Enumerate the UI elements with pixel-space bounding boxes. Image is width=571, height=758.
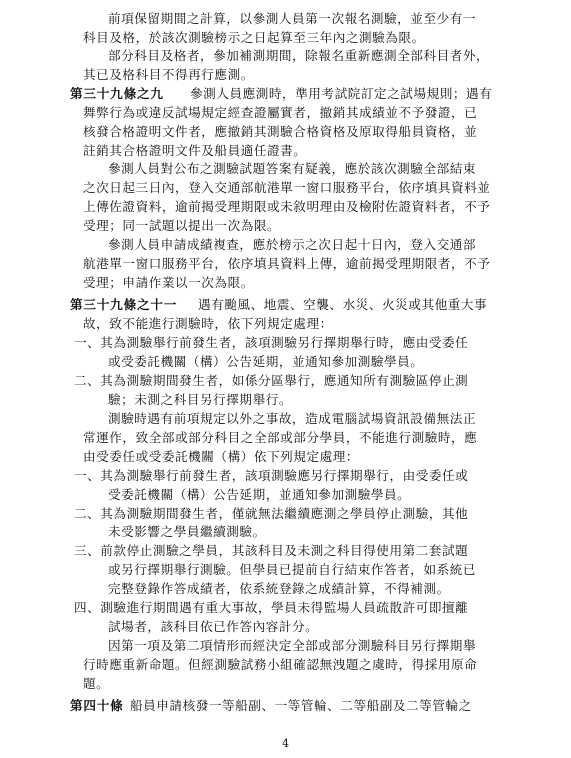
list-item: 四、測驗進行期間遇有重大事故，學員未得監場人員疏散許可即擅離 [74, 600, 469, 616]
text-line: 船員申請核發一等船副、一等管輪、二等船副及二等管輪之 [130, 698, 472, 713]
text-line: 受理；申請作業以一次為限。 [83, 275, 254, 290]
list-item: 二、其為測驗期間發生者，僅就無法繼續應測之學員停止測驗，其他 [74, 505, 469, 521]
text-line: 由受委任或受委託機關（構）依下列規定處理： [83, 448, 360, 464]
text-line: 遇有颱風、地震、空襲、水災、火災或其他重大事 [198, 296, 488, 312]
text-line: 完整登錄作答成績者，依系統登錄之成績計算，不得補測。 [108, 581, 450, 597]
text-line: 故，致不能進行測驗時，依下列規定處理： [83, 315, 333, 331]
article-heading: 第三十九條之十一 [70, 296, 178, 312]
text-line: 其已及格科目不得再行應測。 [83, 67, 254, 82]
text-line: 測驗時遇有前項規定以外之事故，造成電腦試場資訊設備無法正 [108, 410, 477, 426]
text-line: 行時應重新命題。但經測驗試務小組確認無洩題之虞時，得採用原命 [83, 657, 478, 673]
text-line: 航港單一窗口服務平台，依序填具資料上傳，逾前揭受理期限者，不予 [83, 256, 491, 271]
text-line: 核發合格證明文件者，應撤銷其測驗合格資格及原取得船員資格，並 [83, 124, 478, 139]
text-line: 前項保留期間之計算，以參測人員第一次報名測驗，並至少有一 [108, 11, 477, 26]
text-line: 受委託機關（構）公告延期，並通知參加測驗學員。 [108, 486, 411, 502]
text-line: 試場者，該科目依已作答內容計分。 [108, 619, 319, 635]
article-heading: 第三十九條之九 [70, 86, 164, 101]
text-line: 參測人員對公布之測驗試題答案有疑義，應於該次測驗全部結束 [108, 161, 477, 177]
text-line: 驗；未測之科目另行擇期舉行。 [108, 391, 293, 407]
text-line: 未受影響之學員繼續測驗。 [108, 524, 266, 540]
text-line: 科目及格，於該次測驗榜示之日起算至三年內之測驗為限。 [83, 30, 425, 45]
text-line: 題。 [83, 676, 110, 692]
text-line: 參測人員申請成績複查，應於榜示之次日起十日內，登入交通部 [108, 237, 477, 252]
text-line: 舞弊行為或違反試場規定經查證屬實者，撤銷其成績並不予發證，已 [83, 105, 478, 120]
text-line: 受理；同一試題以提出一次為限。 [83, 218, 281, 233]
text-line: 部分科目及格者，參加補測期間，除報名重新應測全部科目者外， [108, 48, 490, 64]
list-item: 一、其為測驗舉行前發生者，該項測驗另行擇期舉行時，應由受委任 [74, 334, 469, 350]
text-line: 參測人員應測時，準用考試院訂定之試場規則；遇有 [190, 86, 493, 101]
text-line: 註銷其合格證明文件及船員適任證書。 [83, 143, 307, 158]
list-item: 三、前款停止測驗之學員，其該科目及未測之科目得使用第二套試題 [74, 543, 469, 559]
article-heading: 第四十條 [70, 698, 124, 713]
list-item: 二、其為測驗期間發生者，如係分區舉行，應通知所有測驗區停止測 [74, 372, 469, 388]
text-line: 常運作，致全部或部分科目之全部或部分學員，不能進行測驗時，應 [83, 429, 478, 445]
list-item: 一、其為測驗舉行前發生者，該項測驗應另行擇期舉行，由受委任或 [74, 467, 469, 483]
text-line: 之次日起三日內，登入交通部航港單一窗口服務平台，依序填具資料並 [83, 180, 491, 195]
text-line: 因第一項及第二項情形而經決定全部或部分測驗科目另行擇期舉 [108, 638, 477, 654]
page-number: 4 [282, 737, 289, 750]
text-line: 或另行擇期舉行測驗。但學員已提前自行結束作答者，如系統已 [108, 562, 477, 578]
text-line: 或受委託機關（構）公告延期，並通知參加測驗學員。 [108, 353, 424, 369]
text-line: 上傳佐證資料，逾前揭受理期限或未敘明理由及檢附佐證資料者，不予 [83, 199, 491, 214]
